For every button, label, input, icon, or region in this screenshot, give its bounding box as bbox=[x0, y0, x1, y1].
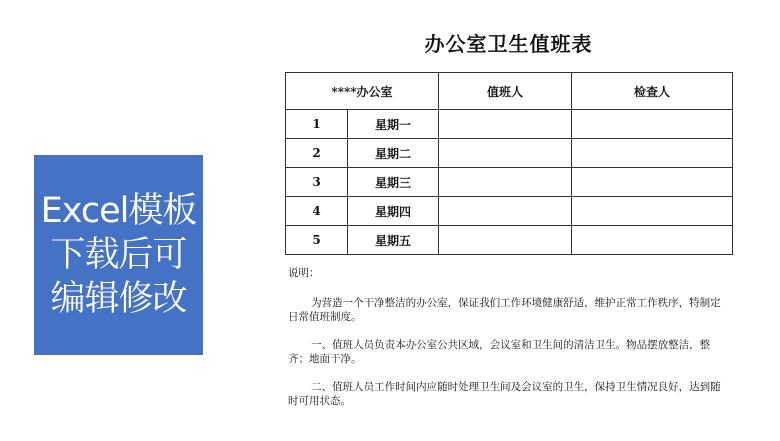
sheet-title: 办公室卫生值班表 bbox=[424, 32, 593, 56]
header-inspector: 检查人 bbox=[572, 73, 733, 110]
row-weekday: 星期三 bbox=[348, 168, 439, 197]
row-weekday: 星期五 bbox=[348, 226, 439, 255]
inspector-cell[interactable] bbox=[572, 139, 733, 168]
inspector-cell[interactable] bbox=[572, 226, 733, 255]
row-number: 3 bbox=[286, 168, 348, 197]
row-weekday: 星期四 bbox=[348, 197, 439, 226]
badge-line: Excel模板 bbox=[40, 191, 197, 231]
row-number: 4 bbox=[286, 197, 348, 226]
inspector-cell[interactable] bbox=[572, 110, 733, 139]
row-number: 5 bbox=[286, 226, 348, 255]
row-weekday: 星期一 bbox=[348, 110, 439, 139]
table-row bbox=[286, 168, 733, 197]
table-row bbox=[286, 226, 733, 255]
row-weekday: 星期二 bbox=[348, 139, 439, 168]
on-duty-cell[interactable] bbox=[439, 139, 572, 168]
table-row bbox=[286, 110, 733, 139]
on-duty-cell[interactable] bbox=[439, 110, 572, 139]
row-number: 2 bbox=[286, 139, 348, 168]
badge-line: 编辑修改 bbox=[50, 279, 187, 319]
row-number: 1 bbox=[286, 110, 348, 139]
duty-table bbox=[285, 72, 733, 255]
notes-section bbox=[288, 266, 730, 422]
on-duty-cell[interactable] bbox=[439, 226, 572, 255]
header-office: ****办公室 bbox=[286, 73, 439, 110]
table-header-row bbox=[286, 73, 733, 110]
table-row bbox=[286, 197, 733, 226]
inspector-cell[interactable] bbox=[572, 197, 733, 226]
table-row bbox=[286, 139, 733, 168]
template-badge bbox=[34, 155, 203, 355]
notes-label: 说明： bbox=[288, 267, 320, 279]
on-duty-cell[interactable] bbox=[439, 168, 572, 197]
inspector-cell[interactable] bbox=[572, 168, 733, 197]
badge-line: 下载后可 bbox=[50, 235, 187, 275]
on-duty-cell[interactable] bbox=[439, 197, 572, 226]
header-on-duty: 值班人 bbox=[439, 73, 572, 110]
notes-paragraph: 一、值班人员负责本办公室公共区域，会议室和卫生间的清洁卫生。物品摆放整洁，整齐；地面干净。 bbox=[288, 339, 711, 365]
notes-paragraph: 二、值班人员工作时间内应随时处理卫生间及会议室的卫生，保持卫生情况良好，达到随时可用状态。 bbox=[288, 381, 721, 407]
notes-paragraph: 为营造一个干净整洁的办公室，保证我们工作环境健康舒适，维护正常工作秩序，特制定日常值班制度。 bbox=[288, 297, 721, 323]
